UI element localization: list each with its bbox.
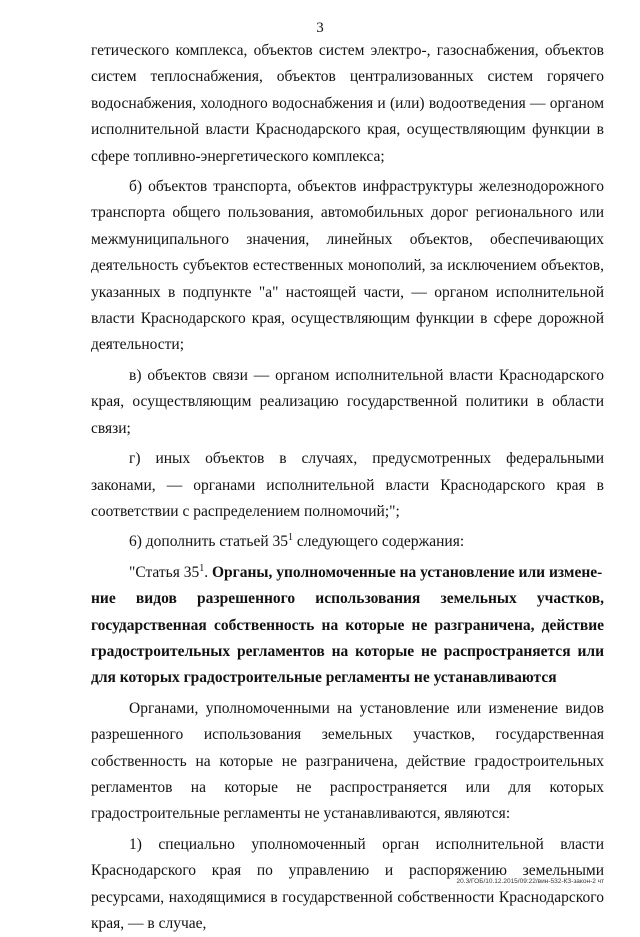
paragraph-continuation: гетического комплекса, объектов систем электро-, газоснабжения, объектов систем теплоснабжения, объектов централизованных систем горячего водоснабжения, холодного водоснабжения и (или) водоотведения — органом исполнительной власти Краснодарского края, осуществляющим функции в сфере топливно-энергетического комплекса;	[91, 42, 604, 165]
article-heading	[91, 560, 604, 586]
document-body	[91, 38, 604, 937]
article-label-superscript: 1	[199, 562, 205, 574]
paragraph-organs: Органами, уполномоченными на установление или изменение видов разрешенного использования земельных участков, государственная собственность на которые не разграничена, действие градостроительных регламентов на которые не распространяется или для которых градостроительные регламенты не устанавливаются, являются:	[91, 699, 604, 823]
article-label	[91, 560, 212, 586]
article-label-text: "Статья 35	[129, 563, 200, 581]
paragraph-g: г) иных объектов в случаях, предусмотренных федеральными законами, — органами исполнительной власти Краснодарского края в соответствии с распределением полномочий;";	[91, 450, 604, 520]
paragraph-item-6	[91, 529, 604, 555]
page-number: 3	[316, 20, 324, 36]
article-title-first-line: Органы, уполномоченные на установление или измене-	[212, 563, 603, 581]
item-6-superscript: 1	[288, 532, 294, 544]
article-label-tail: .	[204, 563, 209, 581]
paragraph-b: б) объектов транспорта, объектов инфраструктуры железнодорожного транспорта общего пользования, автомобильных дорог регионального или межмуниципального значения, линейных объектов, обеспечивающих деятельность субъектов естественных монополий, за исключением объектов, указанных в подпункте "а" настоящей части, — органом исполнительной власти Краснодарского края, осуществляющим функции в сфере дорожной деятельности;	[91, 178, 604, 354]
item-6-text: 6) дополнить статьей 35	[129, 533, 289, 551]
paragraph-v: в) объектов связи — органом исполнительной власти Краснодарского края, осуществляющим реализацию государственной политики в области связи;	[91, 366, 604, 437]
paragraph-item-1: 1) специально уполномоченный орган исполнительной власти Краснодарского края по управлению и распоряжению земельными ресурсами, находящимися в государственной собственности Краснодарского края, — в случае,	[91, 835, 604, 932]
item-6-tail: следующего содержания:	[293, 533, 465, 551]
article-title-rest: ние видов разрешенного использования земельных участков, государственная собственность на которые не разграничена, действие градостроительных регламентов на которые не распространяется или для которых градостроительные регламенты не устанавливаются	[91, 590, 604, 687]
footer-document-code: 20.3/ГОБ/10.12.2015/09:22/вин-532-КЗ-закон-2 чт	[456, 878, 604, 885]
